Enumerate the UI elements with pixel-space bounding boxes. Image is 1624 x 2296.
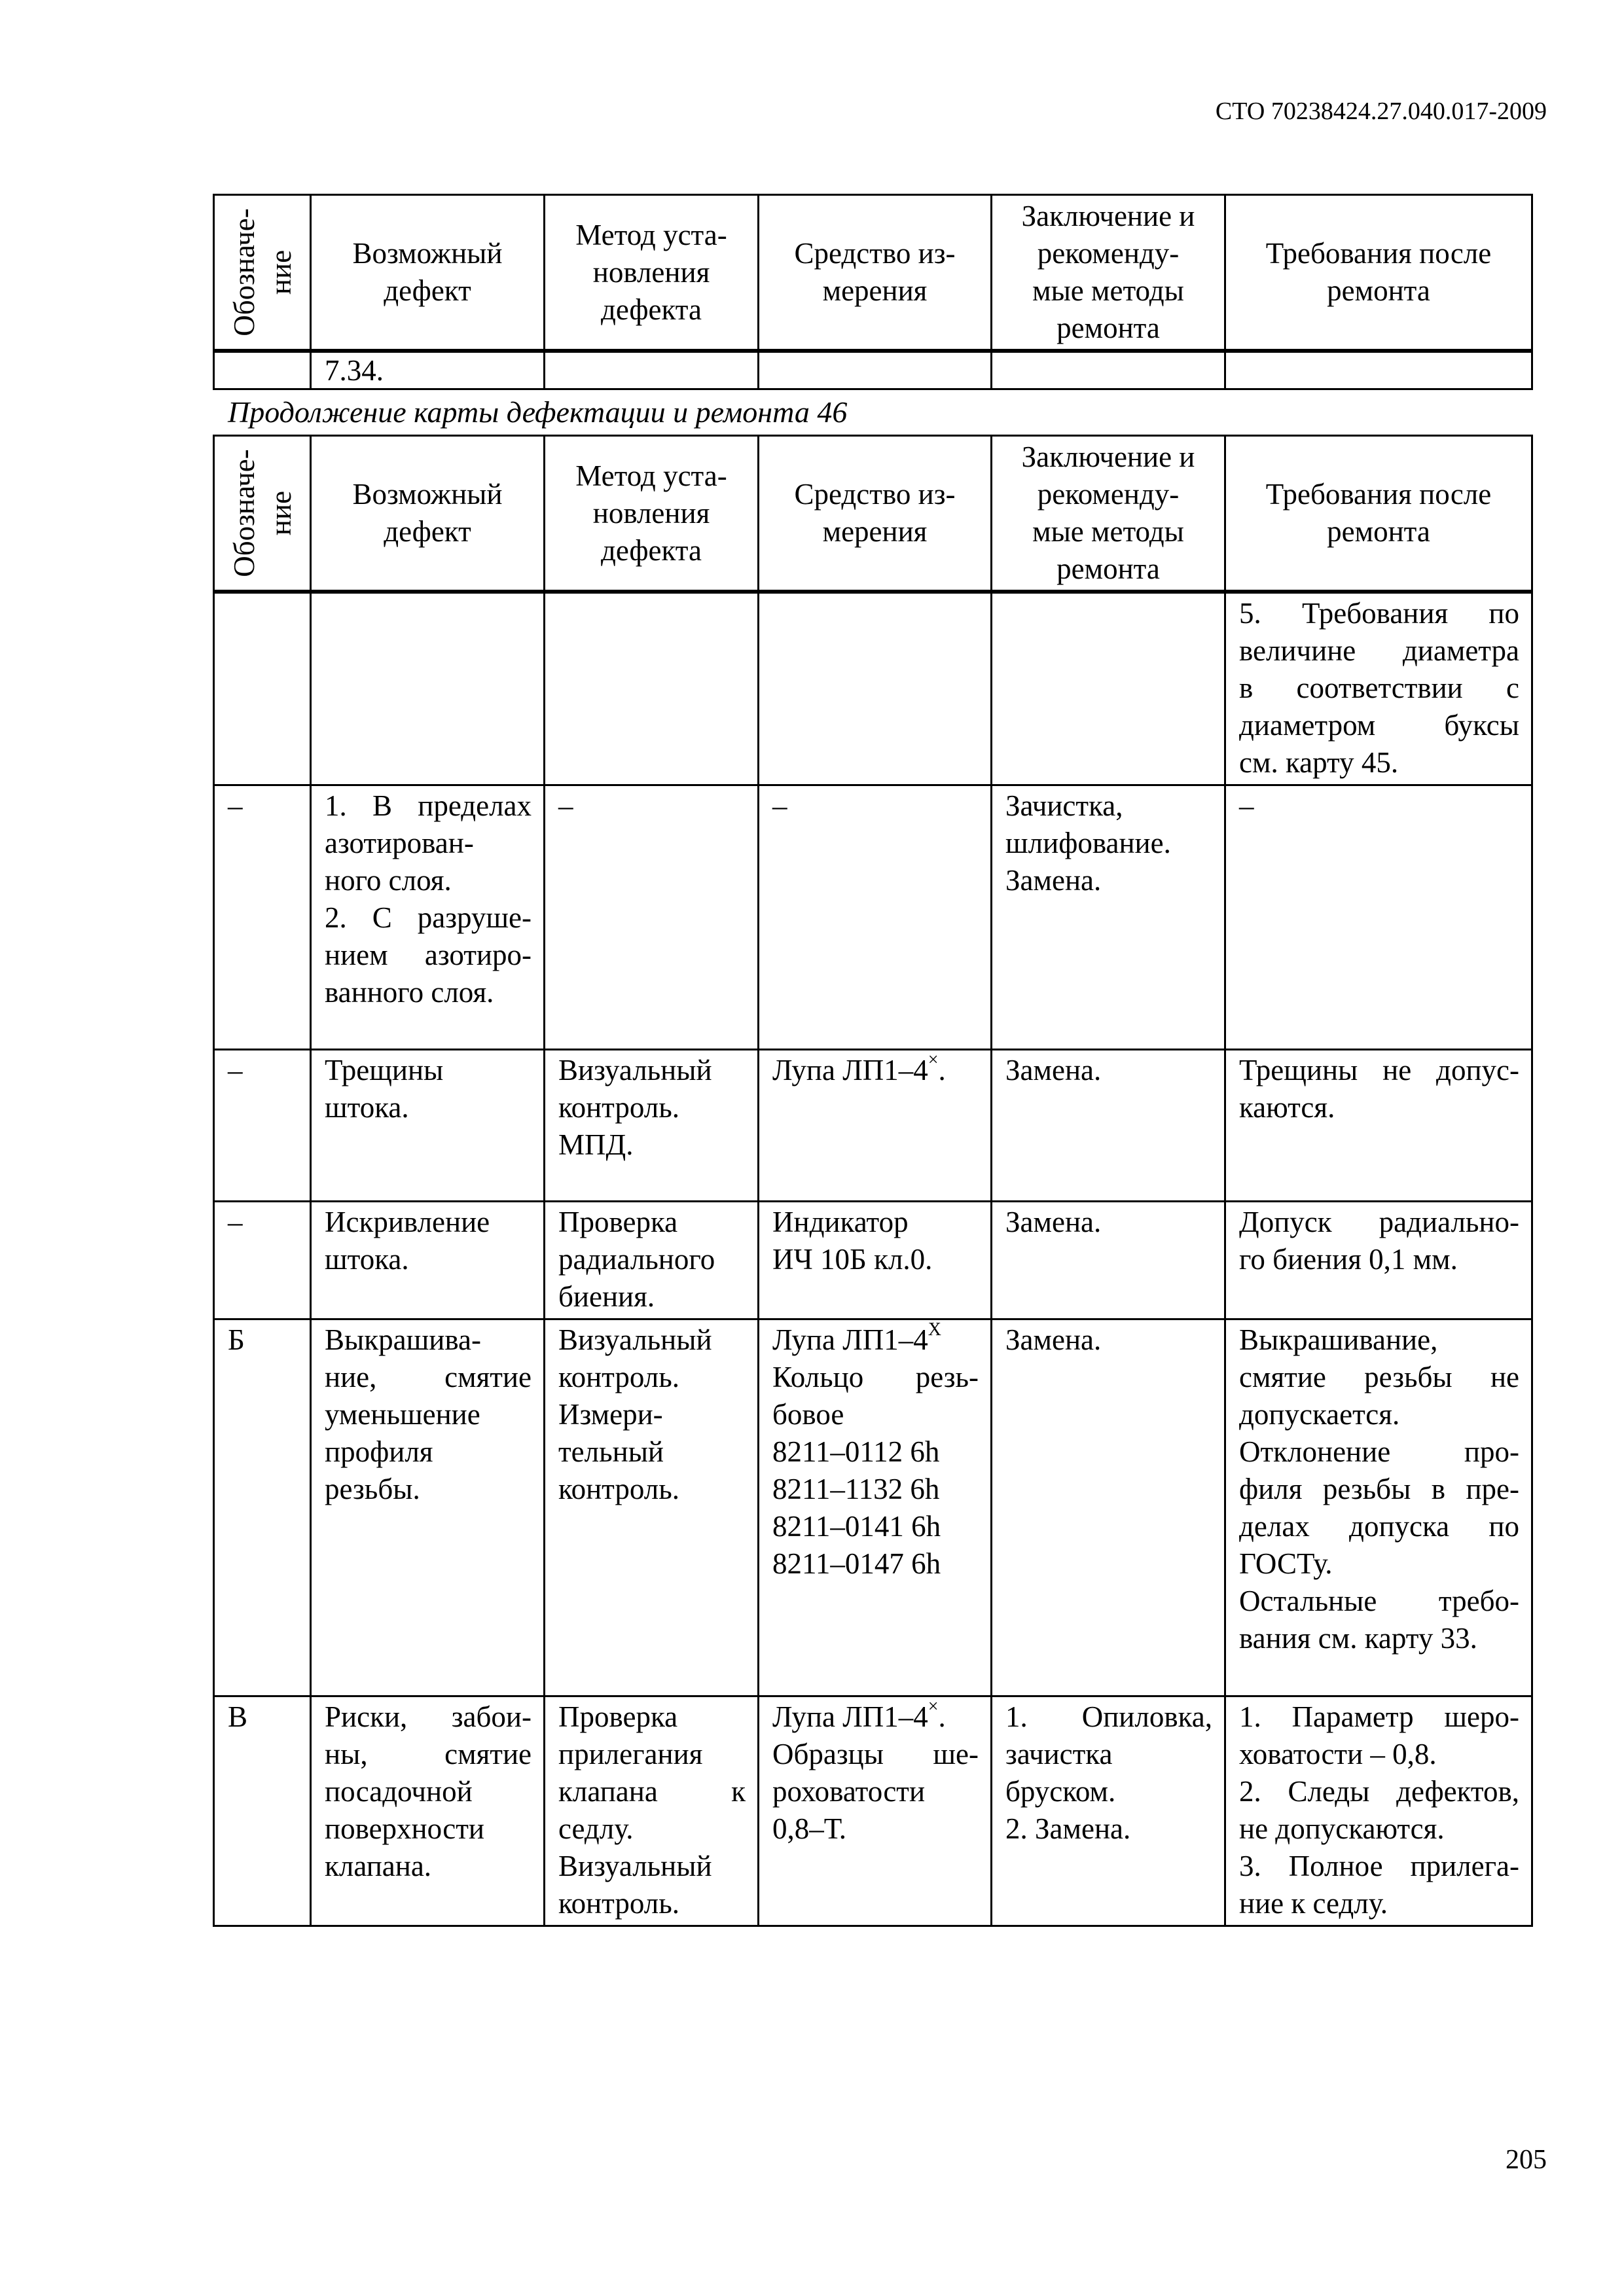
table-row — [214, 1696, 1532, 1926]
table-header-row — [214, 436, 1532, 592]
cell-line: Отклонение про- — [1239, 1435, 1519, 1468]
cell-line: МПД. — [558, 1128, 634, 1161]
cell-line — [772, 1052, 979, 1089]
column-header-defect — [311, 195, 545, 351]
cell-line: ние к седлу. — [1239, 1887, 1388, 1920]
header-text: Средство из- — [794, 237, 956, 270]
cell-line: – — [558, 789, 573, 822]
cell-line: Остальные требо- — [1239, 1585, 1519, 1617]
cell-line: Визуальный — [558, 1054, 712, 1086]
cell-line: Выкрашива- — [325, 1323, 481, 1356]
cell-line: контроль. — [558, 1361, 680, 1393]
header-text: Обозначе- — [227, 208, 261, 336]
designation-cell — [214, 1696, 311, 1926]
cell-line: филя резьбы в пре- — [1239, 1473, 1519, 1505]
cell-line: ИЧ 10Б кл.0. — [772, 1243, 933, 1276]
cell-line: уменьшение — [325, 1398, 480, 1431]
conclusion-cell — [992, 1696, 1225, 1926]
requirements-cell — [1225, 1319, 1532, 1696]
header-text: ремонта — [1327, 515, 1430, 548]
header-text: дефект — [384, 274, 471, 307]
conclusion-cell — [992, 1202, 1225, 1319]
tool-text: Лупа ЛП1–4 — [772, 1323, 928, 1356]
tool-cell — [759, 1202, 992, 1319]
cell-line: посадочной — [325, 1775, 473, 1808]
cell-line: контроль. — [558, 1887, 680, 1920]
defect-cell — [311, 592, 545, 785]
cell-line: штока. — [325, 1091, 409, 1124]
table-cell — [311, 351, 545, 389]
header-text: Средство из- — [794, 478, 956, 511]
row-number: 7.34. — [325, 354, 384, 387]
table-row — [214, 1319, 1532, 1696]
cell-line: 0,8–Т. — [772, 1812, 846, 1845]
header-text: Обозначе- — [227, 449, 261, 577]
cell-line: 8211–0141 6h — [772, 1510, 941, 1543]
cell-line: клапана к — [558, 1775, 746, 1808]
tool-text: Лупа ЛП1–4 — [772, 1700, 928, 1733]
cell-line: Образцы ше- — [772, 1738, 979, 1770]
cell-line: тельный — [558, 1435, 664, 1468]
defect-cell — [311, 1202, 545, 1319]
cell-line: Проверка — [558, 1206, 678, 1238]
cell-line: Б — [228, 1323, 245, 1356]
cell-line: Трещины — [325, 1054, 444, 1086]
cell-line: Искривление — [325, 1206, 490, 1238]
cell-line: бруском. — [1005, 1775, 1116, 1808]
header-text: мерения — [822, 274, 928, 307]
tool-cell — [759, 1696, 992, 1926]
designation-cell — [214, 785, 311, 1050]
cell-line: Риски, забои- — [325, 1700, 532, 1733]
defect-table-top — [213, 194, 1533, 390]
cell-line: 8211–0112 6h — [772, 1435, 940, 1468]
cell-line: седлу. — [558, 1812, 634, 1845]
cell-line: Зачистка, — [1005, 789, 1123, 822]
cell-line: Индикатор — [772, 1206, 909, 1238]
header-text: Заключение и — [1021, 200, 1195, 232]
table-caption: Продолжение карты дефектации и ремонта 46 — [228, 395, 848, 429]
cell-line: ны, смятие — [325, 1738, 532, 1770]
conclusion-cell — [992, 785, 1225, 1050]
table-cell — [759, 351, 992, 389]
cell-line: радиального — [558, 1243, 715, 1276]
requirements-cell — [1225, 1696, 1532, 1926]
cell-line: 3. Полное прилега- — [1239, 1850, 1519, 1882]
table-row — [214, 1050, 1532, 1202]
column-header-conclusion — [992, 195, 1225, 351]
cell-line: 2. Замена. — [1005, 1812, 1131, 1845]
cell-line: 1. Параметр шеро- — [1239, 1700, 1519, 1733]
cell-line: азотирован- — [325, 827, 474, 859]
column-header-conclusion — [992, 436, 1225, 592]
table-row — [214, 1202, 1532, 1319]
designation-cell — [214, 1319, 311, 1696]
method-cell — [545, 1319, 759, 1696]
header-text: ние — [264, 249, 297, 295]
header-text: мые методы — [1032, 274, 1184, 307]
page-number: 205 — [1506, 2145, 1547, 2175]
cell-line: го биения 0,1 мм. — [1239, 1243, 1458, 1276]
column-header-method — [545, 195, 759, 351]
header-text: Метод уста- — [575, 218, 727, 251]
header-text: рекоменду- — [1037, 237, 1180, 270]
method-cell — [545, 1050, 759, 1202]
column-header-designation — [214, 195, 311, 351]
header-text: Заключение и — [1021, 440, 1195, 473]
table-row — [214, 785, 1532, 1050]
header-text: дефекта — [600, 533, 702, 567]
defect-cell — [311, 1319, 545, 1696]
header-text: новления — [592, 255, 710, 289]
cell-line: Допуск радиально- — [1239, 1206, 1519, 1238]
cell-line: – — [772, 789, 787, 822]
cell-line: см. карту 45. — [1239, 746, 1399, 779]
tool-cell — [759, 592, 992, 785]
conclusion-cell — [992, 1050, 1225, 1202]
cell-line: поверхности — [325, 1812, 484, 1845]
cell-line: Трещины не допус- — [1239, 1054, 1519, 1086]
header-text: ние — [264, 490, 297, 536]
header-text: Возможный — [352, 237, 503, 270]
cell-line: делах допуска по — [1239, 1510, 1519, 1543]
cell-line: величине диаметра — [1239, 634, 1519, 667]
table-cell — [1225, 351, 1532, 389]
method-cell — [545, 592, 759, 785]
cell-line: роховатости — [772, 1775, 926, 1808]
cell-line — [772, 1698, 979, 1736]
column-header-method — [545, 436, 759, 592]
cell-line: ванного слоя. — [325, 976, 494, 1009]
cell-line: – — [228, 1206, 243, 1238]
tool-text: Лупа ЛП1–4 — [772, 1054, 928, 1086]
table-row — [214, 351, 1532, 389]
cell-line: Визуальный — [558, 1323, 712, 1356]
header-text: новления — [592, 496, 710, 529]
cell-line: каются. — [1239, 1091, 1335, 1124]
cell-line: бовое — [772, 1398, 844, 1431]
cell-line: Замена. — [1005, 1323, 1102, 1356]
cell-line: ние, смятие — [325, 1361, 532, 1393]
column-header-tool — [759, 436, 992, 592]
column-header-designation — [214, 436, 311, 592]
magnification-sup: Х — [928, 1319, 941, 1340]
magnification-sup: × — [928, 1050, 939, 1070]
cell-line — [772, 1321, 979, 1359]
defect-cell — [311, 1696, 545, 1926]
header-text: дефект — [384, 515, 471, 548]
column-header-tool — [759, 195, 992, 351]
tool-text: . — [938, 1700, 946, 1733]
requirements-cell — [1225, 1202, 1532, 1319]
method-cell — [545, 785, 759, 1050]
header-text: Требования после — [1265, 478, 1492, 511]
tool-text: . — [938, 1054, 946, 1086]
requirements-cell — [1225, 592, 1532, 785]
designation-cell — [214, 1202, 311, 1319]
defect-table-main — [213, 435, 1533, 1927]
cell-line: Замена. — [1005, 1206, 1102, 1238]
header-text: Метод уста- — [575, 459, 727, 492]
cell-line: профиля — [325, 1435, 433, 1468]
cell-line: зачистка — [1005, 1738, 1113, 1770]
defect-cell — [311, 785, 545, 1050]
cell-line: Измери- — [558, 1398, 663, 1431]
cell-line: 8211–1132 6h — [772, 1473, 940, 1505]
cell-line: Кольцо резь- — [772, 1361, 979, 1393]
table-cell — [992, 351, 1225, 389]
cell-line: – — [1239, 789, 1254, 822]
header-text: Возможный — [352, 478, 503, 511]
cell-line: В — [228, 1700, 248, 1733]
cell-line: резьбы. — [325, 1473, 420, 1505]
conclusion-cell — [992, 592, 1225, 785]
cell-line: ховатости – 0,8. — [1239, 1738, 1437, 1770]
header-text: мые методы — [1032, 515, 1184, 548]
cell-line: 5. Требования по — [1239, 597, 1519, 630]
tool-cell — [759, 1319, 992, 1696]
cell-line: ного слоя. — [325, 864, 452, 897]
method-cell — [545, 1202, 759, 1319]
cell-line: клапана. — [325, 1850, 432, 1882]
header-text: рекоменду- — [1037, 478, 1180, 511]
cell-line: штока. — [325, 1243, 409, 1276]
cell-line: контроль. — [558, 1473, 680, 1505]
tool-cell — [759, 1050, 992, 1202]
cell-line: шлифование. — [1005, 827, 1171, 859]
header-text: дефекта — [600, 293, 702, 326]
method-cell — [545, 1696, 759, 1926]
cell-line: биения. — [558, 1280, 655, 1313]
cell-line: вания см. карту 33. — [1239, 1622, 1477, 1655]
cell-line: не допускаются. — [1239, 1812, 1445, 1845]
column-header-requirements — [1225, 436, 1532, 592]
designation-cell — [214, 1050, 311, 1202]
column-header-defect — [311, 436, 545, 592]
column-header-requirements — [1225, 195, 1532, 351]
defect-cell — [311, 1050, 545, 1202]
requirements-cell — [1225, 785, 1532, 1050]
document-code: СТО 70238424.27.040.017-2009 — [1215, 98, 1547, 125]
cell-line: Проверка — [558, 1700, 678, 1733]
cell-line: Замена. — [1005, 864, 1102, 897]
cell-line: в соответствии с — [1239, 672, 1519, 704]
header-text: мерения — [822, 515, 928, 548]
cell-line: смятие резьбы не — [1239, 1361, 1519, 1393]
cell-line: контроль. — [558, 1091, 680, 1124]
table-cell — [545, 351, 759, 389]
conclusion-cell — [992, 1319, 1225, 1696]
header-text: ремонта — [1056, 552, 1160, 585]
cell-line: – — [228, 1054, 243, 1086]
table-row — [214, 592, 1532, 785]
cell-line: – — [228, 789, 243, 822]
header-text: Требования после — [1265, 237, 1492, 270]
cell-line: Замена. — [1005, 1054, 1102, 1086]
cell-line: допускается. — [1239, 1398, 1400, 1431]
cell-line: Выкрашивание, — [1239, 1323, 1438, 1356]
magnification-sup: × — [928, 1696, 939, 1717]
cell-line: нием азотиро- — [325, 939, 532, 971]
cell-line: 1. Опиловка, — [1005, 1700, 1212, 1733]
cell-line: прилегания — [558, 1738, 703, 1770]
cell-line: 1. В пределах — [325, 789, 532, 822]
cell-line: Визуальный — [558, 1850, 712, 1882]
table-cell — [214, 351, 311, 389]
cell-line: 8211–0147 6h — [772, 1547, 941, 1580]
cell-line: 2. Следы дефектов, — [1239, 1775, 1519, 1808]
designation-cell — [214, 592, 311, 785]
tool-cell — [759, 785, 992, 1050]
cell-line: диаметром буксы — [1239, 709, 1519, 742]
cell-line: 2. С разруше- — [325, 901, 532, 934]
requirements-cell — [1225, 1050, 1532, 1202]
header-text: ремонта — [1056, 312, 1160, 344]
cell-line: ГОСТу. — [1239, 1547, 1333, 1580]
header-text: ремонта — [1327, 274, 1430, 307]
table-header-row — [214, 195, 1532, 351]
